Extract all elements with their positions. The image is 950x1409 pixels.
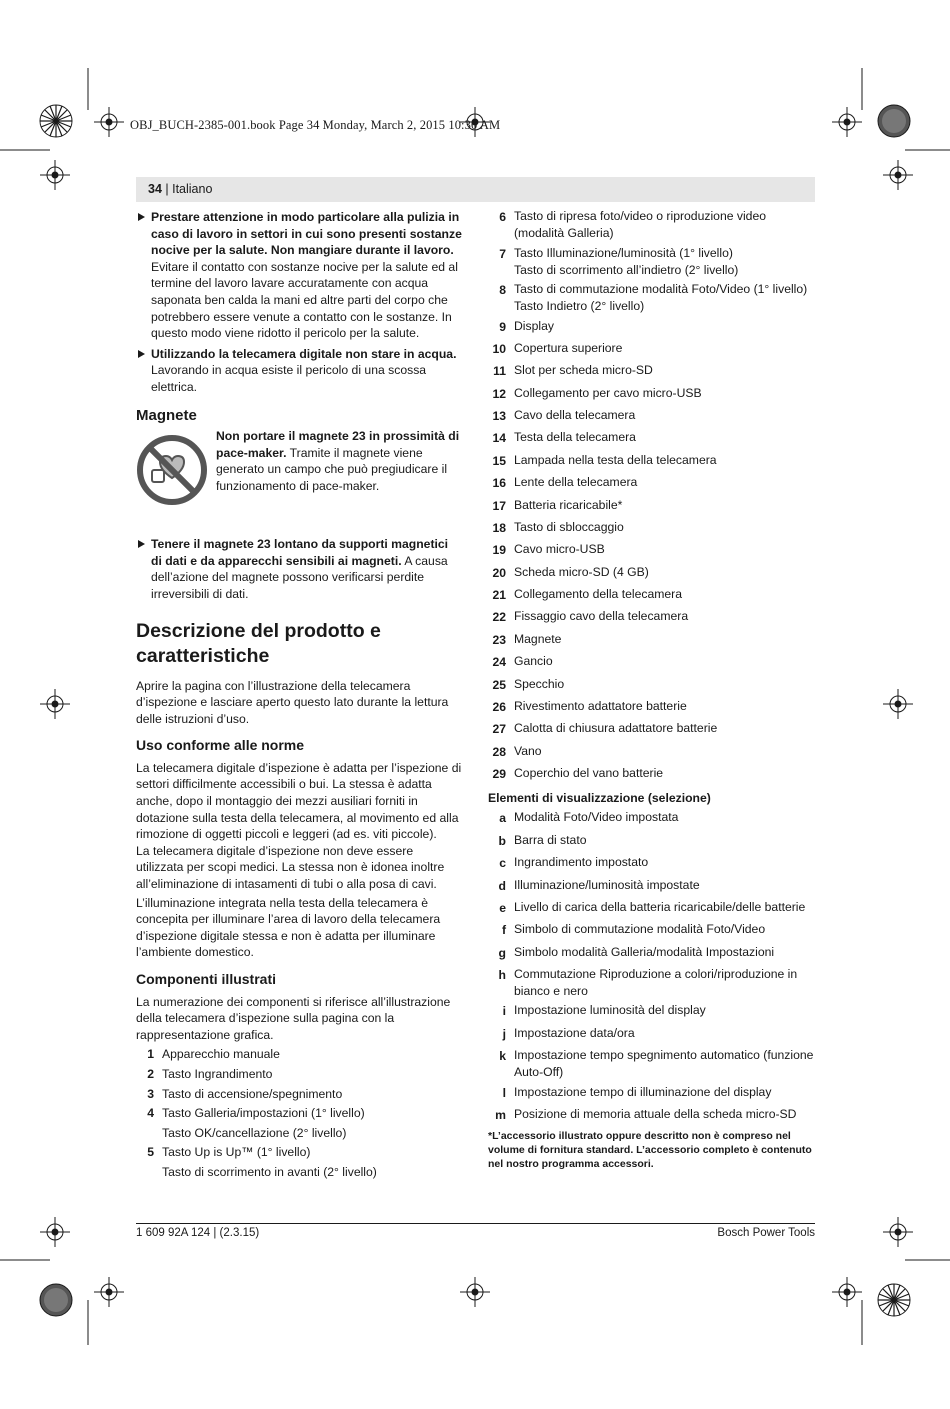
item-number: 22 (492, 610, 506, 625)
magnete-heading: Magnete (136, 406, 197, 424)
item-label: Cavo micro-USB (514, 542, 605, 557)
item-text (514, 832, 816, 849)
page-header-bar (136, 177, 815, 202)
list-item (480, 1082, 816, 1104)
item-text (514, 921, 816, 938)
crosshair-icon (832, 107, 862, 137)
item-number: 1 (147, 1047, 154, 1062)
footer-document-code: 1 609 92A 124 | (2.3.15) (136, 1227, 260, 1239)
item-text (514, 966, 816, 1000)
item-label: Tasto Ingrandimento (162, 1066, 273, 1081)
display-elements-heading: Elementi di visualizzazione (selezione) (488, 791, 711, 805)
item-label: Vano (514, 743, 542, 758)
right-column (480, 207, 816, 1171)
item-number: 20 (492, 565, 506, 580)
item-label: Impostazione tempo spegnimento automatico (funzione Auto-Off) (514, 1048, 814, 1079)
item-number: 19 (492, 543, 506, 558)
item-text (514, 854, 816, 871)
item-text (514, 1047, 816, 1081)
item-text (514, 519, 816, 536)
item-sublabel: Tasto di scorrimento in avanti (2° livello) (162, 1164, 377, 1179)
item-text (514, 564, 816, 581)
item-label: Coperchio del vano batterie (514, 766, 664, 781)
item-text (514, 586, 816, 603)
item-label: Ingrandimento impostato (514, 855, 649, 870)
page-header (148, 182, 212, 196)
list-item (128, 1143, 462, 1182)
item-label: Copertura superiore (514, 340, 623, 355)
list-item (480, 243, 816, 279)
item-number: 27 (492, 722, 506, 737)
crosshair-icon (883, 160, 913, 190)
list-item (480, 697, 816, 719)
bullet-text: Evitare il contatto con sostanze nocive per la salute ed al termine del lavoro lavare accuratamente con acqua saponata ben calda la mani ed altre parti del corpo che potrebbero essere venute a contatto con le sostanze. In questo modo viene ridotto il pericolo per la salute. (151, 259, 458, 341)
item-number: 6 (499, 210, 506, 225)
section-intro: Aprire la pagina con l’illustrazione della telecamera d’ispezione e lasciare aperto questo lato durante la lettura delle istruzioni d’uso. (136, 678, 449, 726)
list-item (480, 280, 816, 316)
item-label: Commutazione Riproduzione a colori/riproduzione in bianco e nero (514, 967, 798, 998)
item-text (514, 809, 816, 826)
list-item (480, 562, 816, 584)
item-label: Batteria ricaricabile* (514, 497, 623, 512)
item-label: Cavo della telecamera (514, 408, 636, 423)
list-item (480, 898, 816, 920)
list-item (480, 764, 816, 786)
safety-bullet (136, 536, 462, 602)
item-label: Lente della telecamera (514, 475, 638, 490)
components-list (480, 207, 816, 786)
no-pacemaker-icon (136, 434, 208, 506)
item-text (162, 1143, 462, 1182)
item-text (162, 1065, 462, 1085)
uso-heading: Uso conforme alle norme (136, 737, 305, 754)
item-number: 24 (492, 655, 506, 670)
list-item (480, 674, 816, 696)
magnete-warning-bold: Non portare il magnete 23 in prossimità di pace-maker. (216, 429, 460, 460)
print-header: OBJ_BUCH-2385-001.book Page 34 Monday, March 2, 2015 10:30 AM (130, 118, 501, 132)
list-item (480, 316, 816, 338)
crosshair-icon (832, 1277, 862, 1307)
item-text (514, 362, 816, 379)
item-number: l (502, 1085, 506, 1100)
list-item (480, 808, 816, 830)
item-text (514, 631, 816, 648)
item-label: Tasto di ripresa foto/video o riproduzione video (modalità Galleria) (514, 209, 767, 241)
item-number: 28 (492, 744, 506, 759)
crosshair-icon (40, 1217, 70, 1247)
item-number: 21 (492, 588, 506, 603)
bullet-arrow-icon (138, 540, 145, 548)
bullet-arrow-icon (138, 213, 145, 221)
list-item (480, 629, 816, 651)
list-item (480, 207, 816, 243)
list-item (128, 1045, 462, 1065)
item-text (514, 877, 816, 894)
item-text (514, 765, 816, 782)
item-number: i (502, 1004, 506, 1019)
list-item (480, 741, 816, 763)
crosshair-icon (883, 689, 913, 719)
list-item (128, 1065, 462, 1085)
list-item (480, 830, 816, 852)
item-text (514, 497, 816, 514)
list-item (480, 920, 816, 942)
item-number: 25 (492, 677, 506, 692)
item-number: j (502, 1026, 506, 1041)
registration-target-icon (876, 103, 912, 139)
item-sublabel: Tasto di scorrimento all’indietro (2° livello) (514, 262, 739, 277)
item-number: 2 (147, 1066, 154, 1081)
item-text (514, 608, 816, 625)
item-number: 13 (492, 409, 506, 424)
components-heading: Componenti illustrati (136, 971, 276, 987)
footnote: *L’accessorio illustrato oppure descritto non è compreso nel volume di fornitura standard. L’accessorio completo è contenuto nel nostro programma accessori. (488, 1129, 812, 1170)
item-label: Modalità Foto/Video impostata (514, 810, 679, 825)
item-text (162, 1104, 462, 1143)
list-item (480, 428, 816, 450)
list-item (480, 652, 816, 674)
item-text (514, 676, 816, 693)
list-item (480, 473, 816, 495)
bullet-bold: Tenere il magnete 23 lontano da supporti magnetici di dati e da apparecchi sensibili ai magneti. (151, 537, 449, 568)
list-item (480, 540, 816, 562)
item-text (514, 743, 816, 760)
list-item (480, 361, 816, 383)
item-label: Tasto Up is Up™ (1° livello) (162, 1145, 311, 1160)
item-number: m (495, 1107, 506, 1122)
item-label: Posizione di memoria attuale della scheda micro-SD (514, 1106, 797, 1121)
list-item (480, 1023, 816, 1045)
list-item (480, 607, 816, 629)
list-item (480, 406, 816, 428)
item-text (162, 1045, 462, 1065)
item-text (514, 245, 816, 279)
safety-bullet (136, 209, 462, 342)
list-item (480, 1046, 816, 1082)
item-sublabel: Tasto OK/cancellazione (2° livello) (162, 1125, 347, 1140)
list-item (480, 1001, 816, 1023)
item-text (514, 474, 816, 491)
crosshair-icon (94, 107, 124, 137)
crosshair-icon (883, 1217, 913, 1247)
magnete-warning-text: Tramite il magnete viene generato un campo che può pregiudicare il funzionamento di pace-maker. (216, 445, 448, 493)
item-label: Testa della telecamera (514, 430, 636, 445)
item-text (514, 720, 816, 737)
list-item (480, 585, 816, 607)
list-item (480, 495, 816, 517)
magnete-warning (136, 430, 462, 506)
list-item (480, 1105, 816, 1127)
item-label: Collegamento per cavo micro-USB (514, 385, 702, 400)
left-column (136, 209, 462, 1183)
list-item (480, 518, 816, 540)
item-label: Tasto di sbloccaggio (514, 519, 624, 534)
item-label: Tasto Illuminazione/luminosità (1° livello) (514, 245, 733, 260)
item-label: Slot per scheda micro-SD (514, 363, 653, 378)
item-number: 4 (147, 1106, 154, 1121)
item-label: Simbolo modalità Galleria/modalità Impostazioni (514, 944, 775, 959)
item-number: 8 (499, 283, 506, 298)
item-number: 5 (147, 1145, 154, 1160)
item-number: 23 (492, 632, 506, 647)
components-list (128, 1045, 462, 1182)
uso-paragraph: L’illuminazione integrata nella testa della telecamera è concepita per illuminare l’area di lavoro della telecamera d’ispezione digitale stessa e non è adatta per illuminare l’ambiente domestico. (136, 895, 441, 960)
item-label: Simbolo di commutazione modalità Foto/Video (514, 922, 766, 937)
item-number: 3 (147, 1086, 154, 1101)
list-item (480, 875, 816, 897)
bullet-arrow-icon (138, 350, 145, 358)
item-label: Impostazione data/ora (514, 1025, 635, 1040)
list-item (128, 1104, 462, 1143)
item-number: 16 (492, 476, 506, 491)
section-title: Descrizione del prodotto e caratteristiche (136, 619, 381, 667)
registration-target-icon (38, 1282, 74, 1318)
crosshair-icon (460, 1277, 490, 1307)
bullet-text: Lavorando in acqua esiste il pericolo di una scossa elettrica. (151, 363, 427, 394)
item-text (514, 429, 816, 446)
safety-bullet (136, 346, 462, 396)
footer-rule (136, 1223, 815, 1224)
item-text (514, 407, 816, 424)
bullet-text: A causa dell’azione del magnete possono verificarsi perdite irreversibili di dati. (151, 553, 448, 601)
item-text (514, 653, 816, 670)
item-number: 26 (492, 699, 506, 714)
item-number: 12 (492, 386, 506, 401)
bullet-bold: Utilizzando la telecamera digitale non stare in acqua. (151, 346, 457, 361)
item-text (514, 340, 816, 357)
list-item (480, 450, 816, 472)
item-label: Gancio (514, 654, 553, 669)
item-number: 14 (492, 431, 506, 446)
item-text (514, 281, 816, 315)
item-number: k (499, 1049, 506, 1064)
uso-paragraph: La telecamera digitale d’ispezione è adatta per l’ispezione di settori difficilmente accessibili o bui. La stessa è adatta anche, dopo il montaggio dei mezzi ausiliari forniti in dotazione sulla testa della telecamera, al movimento ed alla rimozione di oggetti piccoli e leggeri (ad es. viti piccole). (136, 760, 462, 842)
components-intro: La numerazione dei componenti si riferisce all’illustrazione della telecamera d’ispezione sulla pagina con la rappresentazione grafica. (136, 994, 451, 1042)
bullet-bold: Prestare attenzione in modo particolare alla pulizia in caso di lavoro in settori in cui sono presenti sostanze nocive per la salute. Non mangiare durante il lavoro. (151, 210, 462, 258)
crosshair-icon (40, 689, 70, 719)
item-text (162, 1085, 462, 1105)
crosshair-icon (40, 160, 70, 190)
list-item (480, 853, 816, 875)
display-elements-list (480, 808, 816, 1127)
header-separator: | (161, 182, 173, 196)
item-number: f (501, 923, 506, 938)
item-label: Fissaggio cavo della telecamera (514, 609, 689, 624)
list-item (480, 339, 816, 361)
item-text (514, 385, 816, 402)
item-number: 11 (493, 364, 506, 379)
item-number: b (498, 833, 506, 848)
item-number: d (498, 878, 506, 893)
item-number: 10 (492, 341, 506, 356)
item-text (514, 1025, 816, 1042)
item-number: h (498, 968, 506, 983)
item-text (514, 1002, 816, 1019)
item-number: 7 (499, 246, 506, 261)
item-label: Magnete (514, 631, 562, 646)
item-label: Specchio (514, 676, 565, 691)
list-item (480, 719, 816, 741)
item-label: Rivestimento adattatore batterie (514, 698, 687, 713)
list-item (480, 965, 816, 1001)
item-number: 9 (499, 319, 506, 334)
item-label: Lampada nella testa della telecamera (514, 452, 717, 467)
item-number: a (499, 811, 506, 826)
registration-target-icon (38, 103, 74, 139)
item-label: Tasto di accensione/spegnimento (162, 1086, 343, 1101)
item-number: 18 (492, 520, 506, 535)
header-language: Italiano (172, 182, 213, 196)
item-label: Display (514, 318, 554, 333)
registration-target-icon (876, 1282, 912, 1318)
item-label: Livello di carica della batteria ricaricabile/delle batterie (514, 899, 806, 914)
item-text (514, 1084, 816, 1101)
item-number: c (499, 856, 506, 871)
item-text (514, 452, 816, 469)
item-number: 15 (492, 453, 506, 468)
item-label: Apparecchio manuale (162, 1047, 280, 1062)
item-label: Impostazione tempo di illuminazione del display (514, 1084, 772, 1099)
item-label: Collegamento della telecamera (514, 587, 683, 602)
item-text (514, 318, 816, 335)
page-number: 34 (148, 182, 162, 196)
item-label: Tasto di commutazione modalità Foto/Video (1° livello) (514, 282, 808, 297)
item-text (514, 944, 816, 961)
item-label: Scheda micro-SD (4 GB) (514, 564, 649, 579)
item-number: 29 (492, 767, 506, 782)
list-item (480, 942, 816, 964)
item-label: Tasto Galleria/impostazioni (1° livello) (162, 1106, 365, 1121)
item-text (514, 541, 816, 558)
list-item (480, 383, 816, 405)
item-sublabel: Tasto Indietro (2° livello) (514, 298, 645, 313)
item-label: Illuminazione/luminosità impostate (514, 877, 700, 892)
item-number: e (499, 900, 506, 915)
uso-paragraph: La telecamera digitale d’ispezione non deve essere utilizzata per scopi medici. La stessa non è idonea inoltre all’eliminazione di intasamenti di tubi o alla posa di cavi. (136, 843, 445, 892)
footer-brand: Bosch Power Tools (717, 1227, 815, 1239)
crosshair-icon (94, 1277, 124, 1307)
item-text (514, 208, 816, 242)
item-label: Barra di stato (514, 832, 587, 847)
list-item (128, 1085, 462, 1105)
item-text (514, 698, 816, 715)
item-number: g (498, 945, 506, 960)
item-label: Calotta di chiusura adattatore batterie (514, 721, 718, 736)
item-number: 17 (492, 498, 506, 513)
item-text (514, 899, 816, 916)
item-label: Impostazione luminosità del display (514, 1003, 706, 1018)
item-text (514, 1106, 816, 1123)
